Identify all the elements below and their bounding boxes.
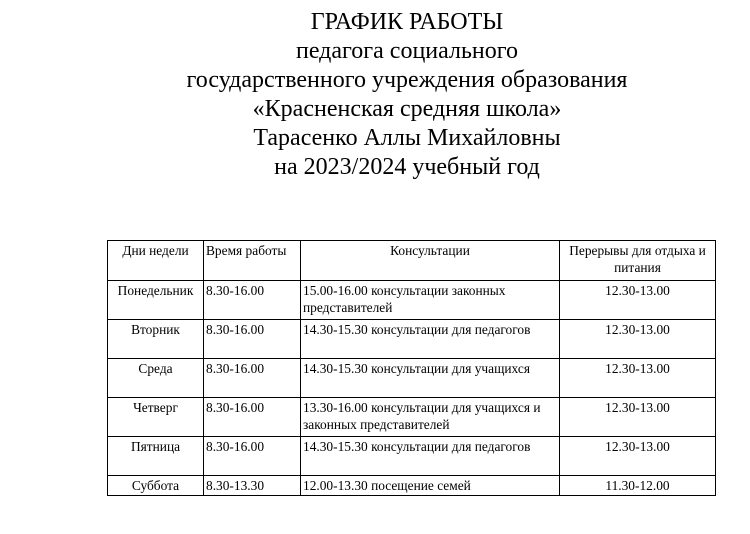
cell-time: 8.30-16.00: [204, 398, 301, 437]
cell-time: 8.30-16.00: [204, 359, 301, 398]
cell-break: 12.30-13.00: [560, 281, 716, 320]
cell-time: 8.30-16.00: [204, 281, 301, 320]
title-academic-year: на 2023/2024 учебный год: [274, 154, 540, 180]
header-breaks: Перерывы для отдыха и питания: [560, 241, 716, 281]
cell-consultation: 14.30-15.30 консультации для учащихся: [301, 359, 560, 398]
table-row: [108, 476, 716, 496]
cell-consultation: 14.30-15.30 консультации для педагогов: [301, 320, 560, 359]
title-institution-type: государственного учреждения образования: [186, 67, 628, 93]
title-person-name: Тарасенко Аллы Михайловны: [253, 125, 561, 151]
cell-day: Среда: [108, 359, 204, 398]
title-position: педагога социального: [296, 38, 518, 64]
cell-day: Вторник: [108, 320, 204, 359]
title-heading: ГРАФИК РАБОТЫ: [310, 9, 504, 35]
cell-time: 8.30-13.30: [204, 476, 301, 496]
header-consultations: Консультации: [301, 241, 560, 281]
cell-time: 8.30-16.00: [204, 320, 301, 359]
cell-consultation: 12.00-13.30 посещение семей: [301, 476, 560, 496]
cell-consultation: 15.00-16.00 консультации законных представителей: [301, 281, 560, 320]
header-day: Дни недели: [108, 241, 204, 281]
cell-day: Понедельник: [108, 281, 204, 320]
cell-consultation: 14.30-15.30 консультации для педагогов: [301, 437, 560, 476]
table-row: [108, 359, 716, 398]
title-school-name: «Красненская средняя школа»: [252, 96, 562, 122]
cell-break: 12.30-13.00: [560, 398, 716, 437]
cell-day: Пятница: [108, 437, 204, 476]
header-time: Время работы: [204, 241, 301, 281]
cell-day: Четверг: [108, 398, 204, 437]
cell-consultation: 13.30-16.00 консультации для учащихся и законных представителей: [301, 398, 560, 437]
cell-time: 8.30-16.00: [204, 437, 301, 476]
cell-day: Суббота: [108, 476, 204, 496]
cell-break: 12.30-13.00: [560, 437, 716, 476]
table-header-row: [108, 241, 716, 281]
schedule-table: [107, 240, 716, 496]
cell-break: 12.30-13.00: [560, 359, 716, 398]
table-row: [108, 398, 716, 437]
table-row: [108, 437, 716, 476]
cell-break: 11.30-12.00: [560, 476, 716, 496]
table-row: [108, 320, 716, 359]
table-row: [108, 281, 716, 320]
cell-break: 12.30-13.00: [560, 320, 716, 359]
document-title: [0, 8, 750, 182]
